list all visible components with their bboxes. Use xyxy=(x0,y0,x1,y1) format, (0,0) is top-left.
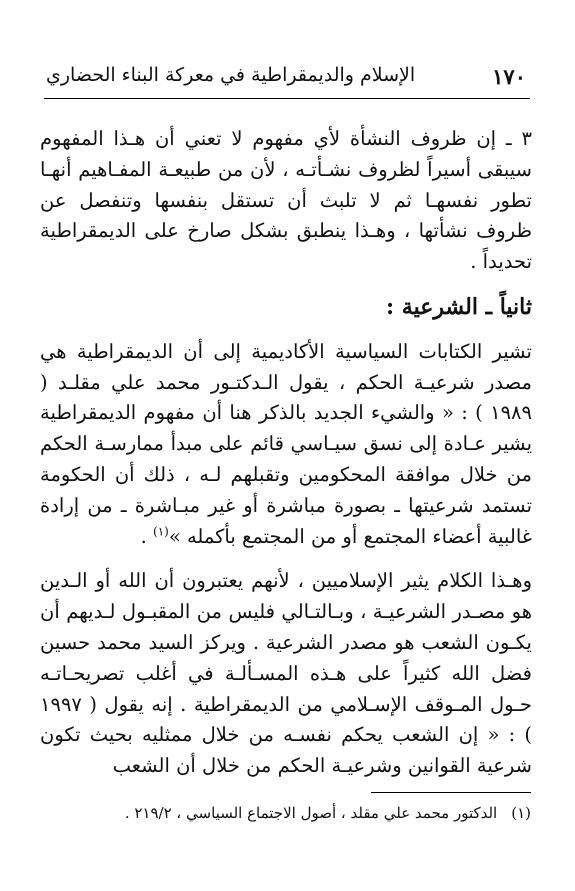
running-title: الإسلام والديمقراطية في معركة البناء الحضاري xyxy=(46,64,416,86)
footnote-marker: (١) xyxy=(511,804,531,822)
page-header xyxy=(44,60,530,99)
footnote-text: الدكتور محمد علي مقلد ، أصول الاجتماع السياسي ، ٢١٩/٢ . xyxy=(124,804,498,822)
paragraph-1: ٣ ـ إن ظروف النشأة لأي مفهوم لا تعني أن هـذا المفهوم سيبقى أسيراً لظروف نشـأتـه ، لأن من طبيعـة المفـاهيم أنهـا تطور نفسهـا ثم لا تلبث أن تستقل بنفسها وتنفصل عن ظروف نشأتها ، وهـذا ينطبق بشكل صارخ على الديمقراطية تحديداً . xyxy=(40,127,532,274)
paragraph-2-text: تشير الكتابات السياسية الأكاديمية إلى أن الديمقراطية هي مصدر شرعيـة الحكم ، يقول الـدكتـور محمد علي مقلـد ( ١٩٨٩ ) : « والشيء الجديد بالذكر هنا أن مفهوم الديمقراطية يشير عـادة إلى نسق سيـاسي قائم على مبدأ ممارسـة الحكم من خلال موافقة المحكومين وتقبلهم لـه ، ذلك أن الحكومة تستمد شرعيتها ـ بصورة مباشرة أو غير مبـاشرة ـ من إرادة غالبية أعضاء المجتمع أو من المجتمع بأكمله » xyxy=(40,339,532,548)
footnote-divider xyxy=(371,792,531,793)
paragraph-2 xyxy=(40,337,532,553)
page-number: ١٧٠ xyxy=(492,64,526,89)
body-text xyxy=(40,124,532,782)
footnote xyxy=(45,804,531,822)
paragraph-3: وهـذا الكلام يثير الإسلاميين ، لأنهم يعتبرون أن الله أو الـدين هو مصـدر الشرعيـة ، وبـالتـالي فليس من المقبـول لـديهم أن يكـون الشعب هو مصدر الشرعية . ويركز السيد محمد حسين فضل الله كثيراً على هـذه المسـألـة في أغلب تصريحـاتـه حـول المـوقف الإسـلامي من الديمقراطية . إنه يقول ( ١٩٩٧ ) : « إن الشعب يحكم نفسـه من خلال ممثليه بحيث تكون شرعية القوانين وشرعيـة الحكم من خلال أن الشعب xyxy=(40,569,532,778)
section-heading: ثانياً ـ الشرعية : xyxy=(386,293,532,320)
footnote-reference[interactable]: (١) xyxy=(153,524,169,539)
paragraph-2-end: . xyxy=(140,524,153,548)
